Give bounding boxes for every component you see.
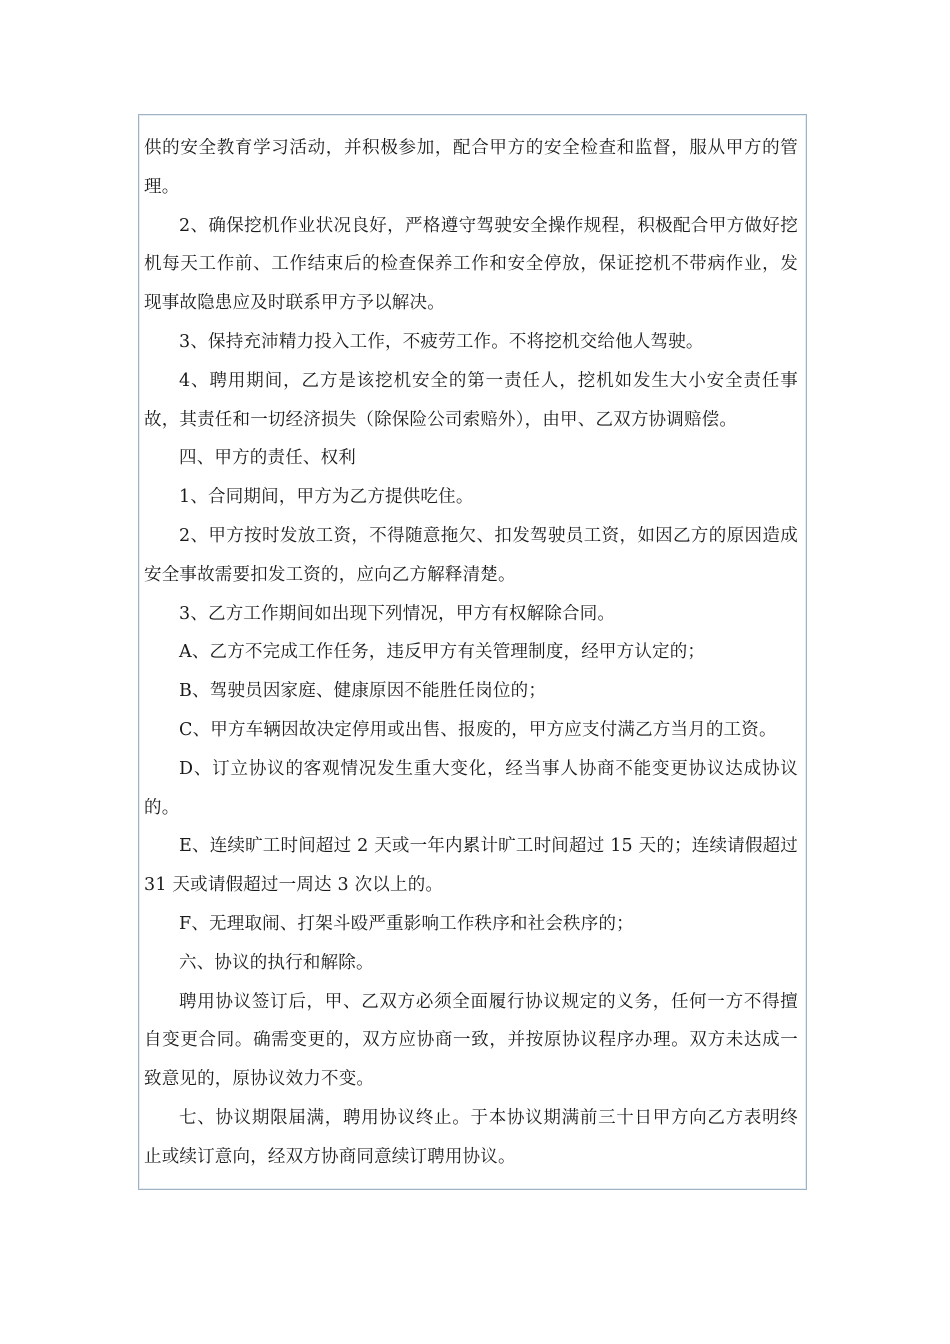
paragraph-execution-body: 聘用协议签订后，甲、乙双方必须全面履行协议规定的义务，任何一方不得擅自变更合同。确需变更的，双方应协商一致，并按原协议程序办理。双方未达成一致意见的，原协议效力不变。 [144, 991, 798, 1090]
paragraph-clause-3-energy: 3、保持充沛精力投入工作，不疲劳工作。不将挖机交给他人驾驶。 [179, 331, 704, 352]
paragraph-clause-4-responsibility: 4、聘用期间，乙方是该挖机安全的第一责任人，挖机如发生大小安全责任事故，其责任和一切经济损失（除保险公司索赔外），由甲、乙双方协调赔偿。 [144, 370, 798, 430]
paragraph-a-clause-1-board: 1、合同期间，甲方为乙方提供吃住。 [179, 487, 474, 508]
document-text-frame [138, 114, 807, 1190]
section-heading-execution: 六、协议的执行和解除。 [179, 952, 374, 973]
section-heading-party-a-rights: 四、甲方的责任、权利 [179, 448, 356, 469]
paragraph-condition-a: A、乙方不完成工作任务，违反甲方有关管理制度，经甲方认定的； [179, 642, 706, 663]
paragraph-a-clause-2-wages: 2、甲方按时发放工资，不得随意拖欠、扣发驾驶员工资，如因乙方的原因造成安全事故需要扣发工资的，应向乙方解释清楚。 [144, 525, 798, 585]
paragraph-a-clause-3-termination: 3、乙方工作期间如出现下列情况，甲方有权解除合同。 [179, 603, 616, 624]
paragraph-condition-b: B、驾驶员因家庭、健康原因不能胜任岗位的； [179, 681, 547, 702]
paragraph-term-expiry: 七、协议期限届满，聘用协议终止。于本协议期满前三十日甲方向乙方表明终止或续订意向，经双方协商同意续订聘用协议。 [144, 1107, 798, 1167]
paragraph-condition-f: F、无理取闹、打架斗殴严重影响工作秩序和社会秩序的； [179, 913, 634, 934]
paragraph-clause-2-excavator-condition: 2、确保挖机作业状况良好，严格遵守驾驶安全操作规程，积极配合甲方做好挖机每天工作前、工作结束后的检查保养工作和安全停放，保证挖机不带病作业，发现事故隐患应及时联系甲方予以解决。 [144, 215, 798, 314]
paragraph-safety-education: 供的安全教育学习活动，并积极参加，配合甲方的安全检查和监督，服从甲方的管理。 [144, 138, 798, 197]
paragraph-condition-d: D、订立协议的客观情况发生重大变化，经当事人协商不能变更协议达成协议的。 [144, 758, 798, 818]
paragraph-condition-c: C、甲方车辆因故决定停用或出售、报废的，甲方应支付满乙方当月的工资。 [179, 719, 777, 740]
paragraph-condition-e: E、连续旷工时间超过 2 天或一年内累计旷工时间超过 15 天的；连续请假超过 31 天或请假超过一周达 3 次以上的。 [144, 836, 798, 896]
